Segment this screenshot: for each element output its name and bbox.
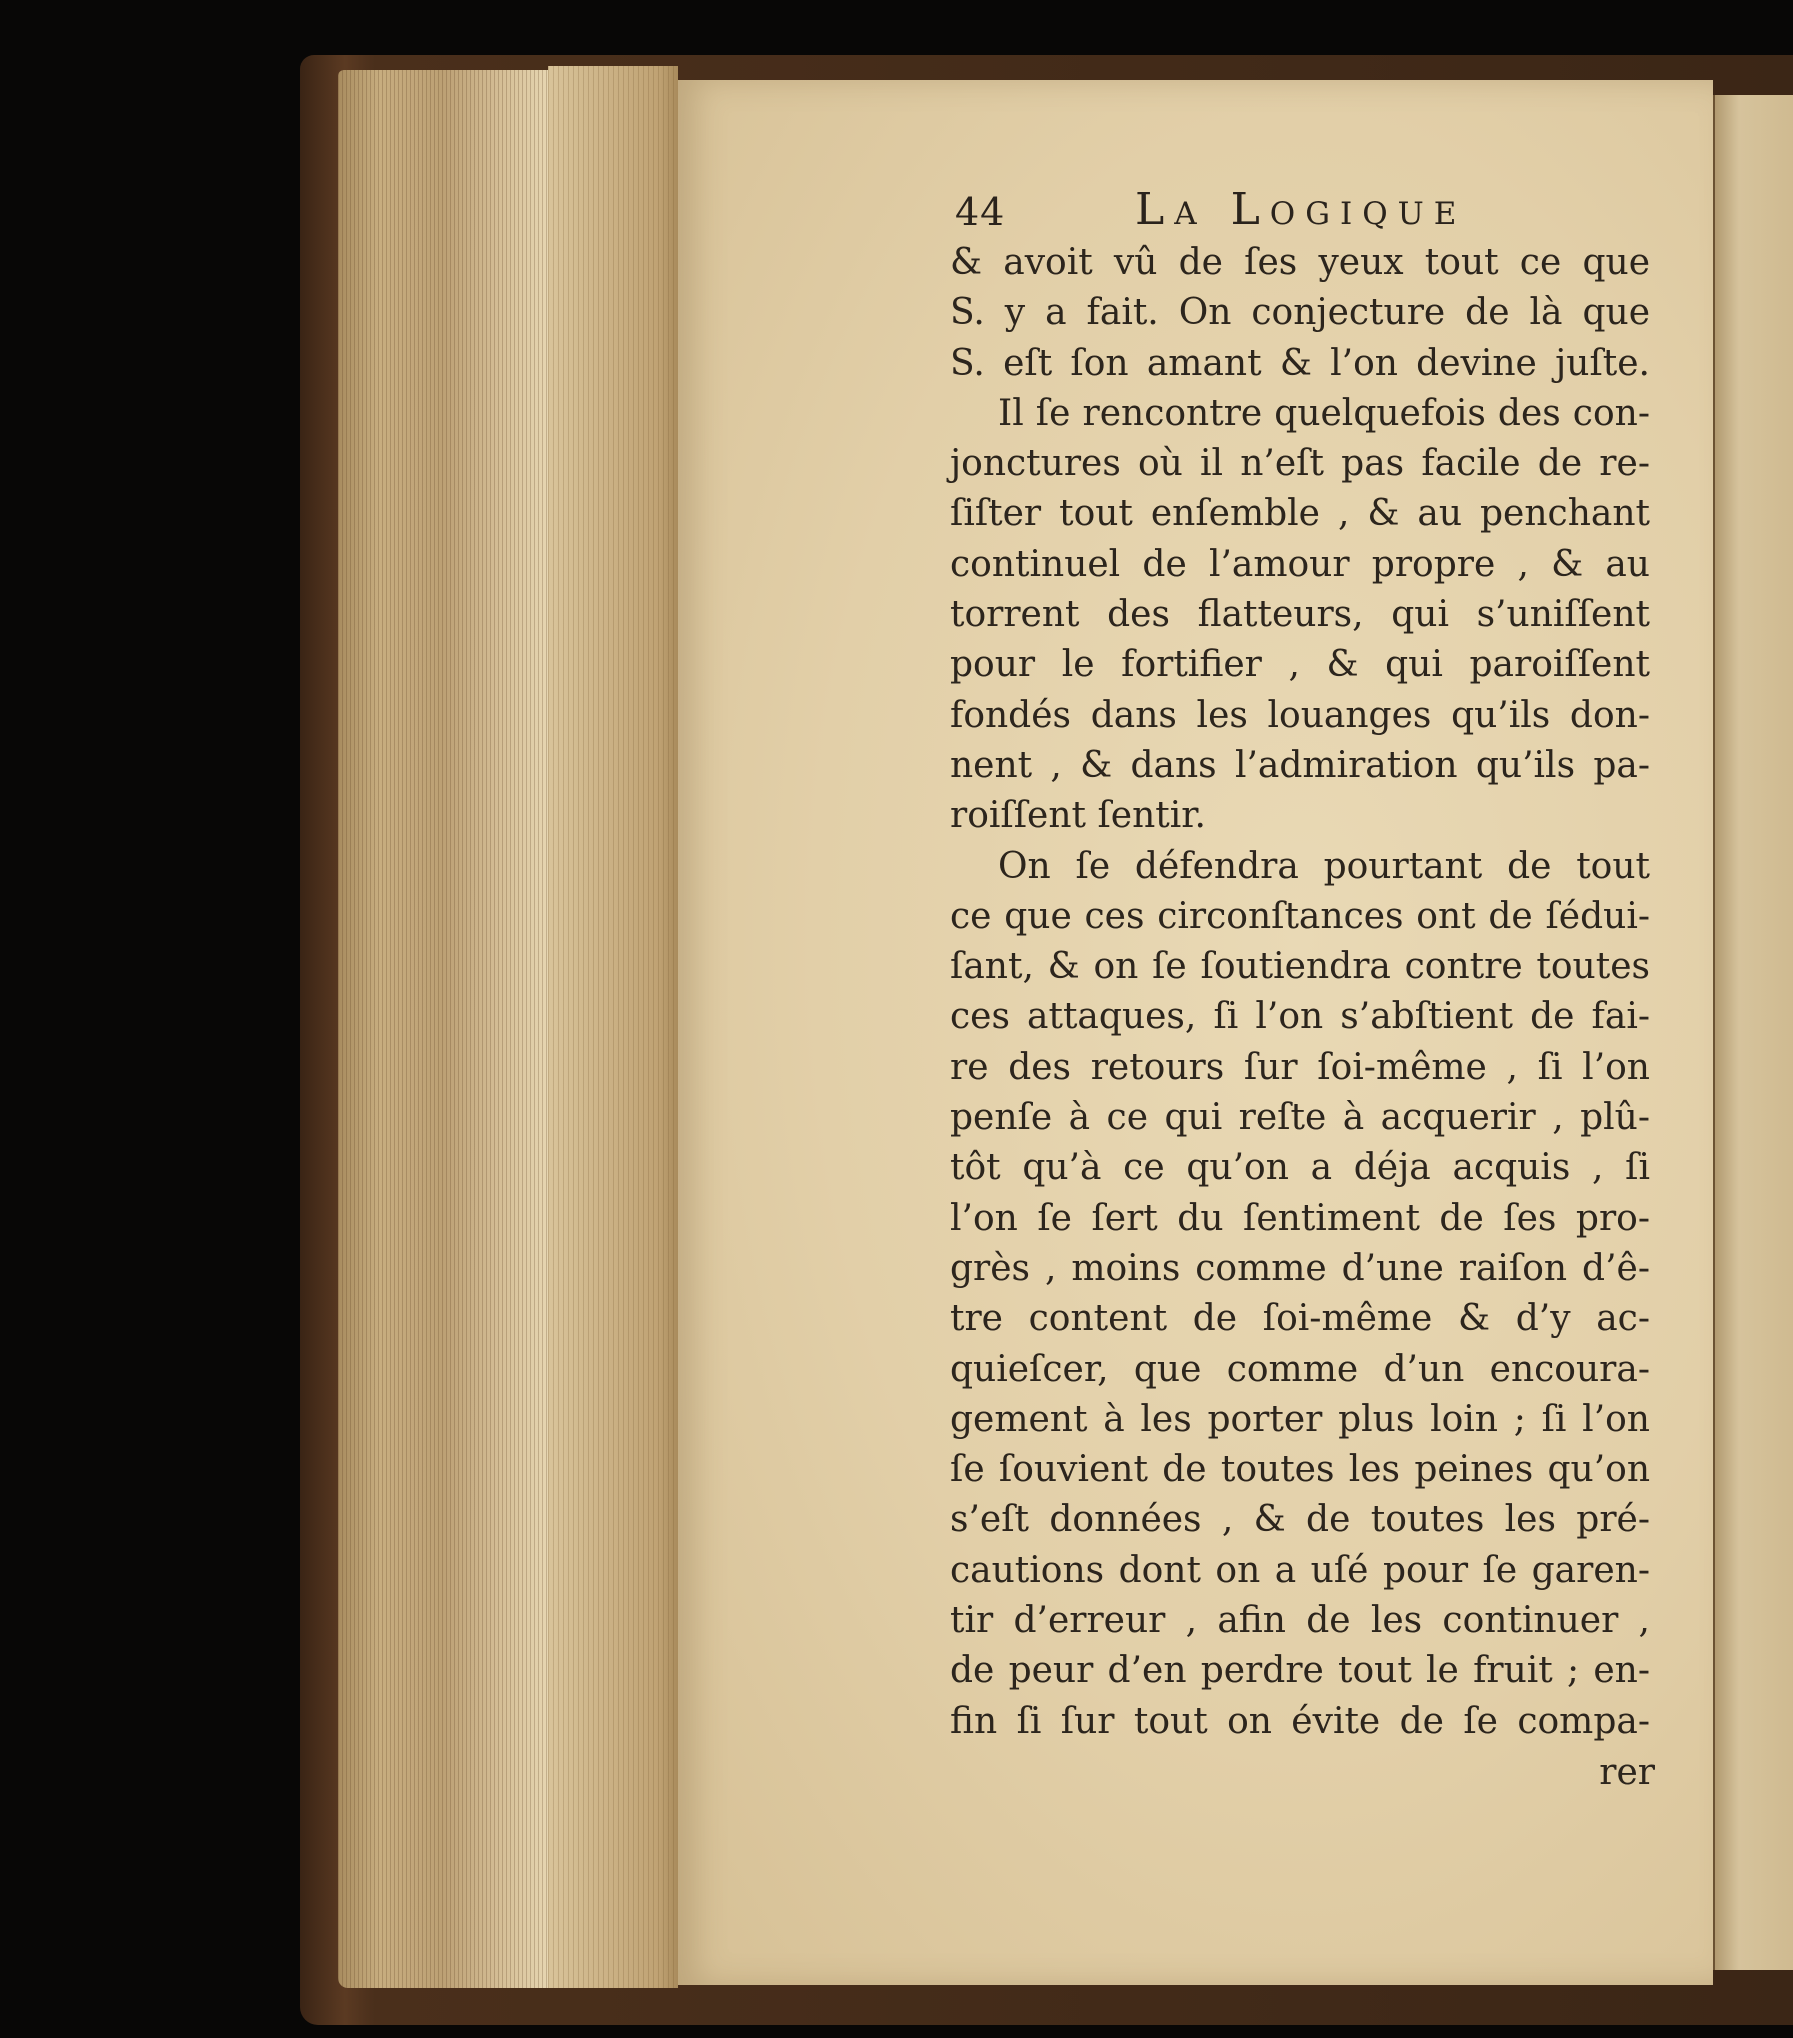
page-edges-gutter [548,66,678,1988]
text-line: tir d’erreur , afin de les continuer , [950,1600,1650,1642]
running-head [955,182,1655,242]
text-line: continuel de l’amour propre , & au [950,543,1650,585]
text-line: de peur d’en perdre tout le fruit ; en- [950,1650,1650,1692]
text-line: Il ſe rencontre quelquefois des con- [998,392,1650,434]
facing-page-edge [1713,95,1793,1970]
page-number: 44 [955,190,1006,234]
text-line: cautions dont on a uſé pour ſe garen- [950,1549,1650,1591]
text-line: gement à les porter plus loin ; ſi l’on [950,1398,1650,1440]
text-line: ſant, & on ſe ſoutiendra contre toutes [950,946,1650,988]
text-line: ſiſter tout enſemble , & au penchant [950,493,1650,535]
text-line: ce que ces circonſtances ont de ſédui- [950,895,1650,937]
body-text [950,238,1650,1747]
text-line: S. eſt ſon amant & l’on devine juſte. [950,342,1650,384]
text-line: l’on ſe ſert du ſentiment de ſes pro- [950,1197,1650,1239]
text-line: grès , moins comme d’une raiſon d’ê- [950,1247,1650,1289]
text-line: fondés dans les louanges qu’ils don- [950,694,1650,736]
text-line: On ſe défendra pourtant de tout [998,845,1650,887]
text-line: & avoit vû de ſes yeux tout ce que [950,242,1650,283]
text-line: jonctures où il n’eſt pas facile de re- [950,443,1650,485]
text-line: torrent des flatteurs, qui s’uniſſent [950,594,1650,636]
text-line: tre content de ſoi-même & d’y ac- [950,1298,1650,1340]
text-line: quieſcer, que comme d’un encoura- [950,1348,1650,1390]
text-line: re des retours ſur ſoi-même , ſi l’on [950,1046,1650,1088]
text-line: pour le fortifier , & qui paroiſſent [950,644,1650,686]
text-line: penſe à ce qui reſte à acquerir , plû- [950,1097,1650,1139]
text-line: fin ſi ſur tout on évite de ſe compa- [950,1700,1650,1742]
text-line: s’eſt données , & de toutes les pré- [950,1499,1650,1541]
running-title: La Logique [1135,184,1467,235]
text-line: ſe ſouvient de toutes les peines qu’on [950,1449,1650,1491]
text-line: ces attaques, ſi l’on s’abſtient de fai- [950,996,1650,1038]
page-edges-stack [338,70,548,1988]
text-line: tôt qu’à ce qu’on a déja acquis , ſi [950,1147,1650,1189]
text-line: nent , & dans l’admiration qu’ils pa- [950,744,1650,786]
text-line: roiſſent ſentir. [950,795,1206,837]
text-line: S. y a fait. On conjecture de là que [950,292,1650,334]
catchword: rer [1599,1752,1655,1793]
